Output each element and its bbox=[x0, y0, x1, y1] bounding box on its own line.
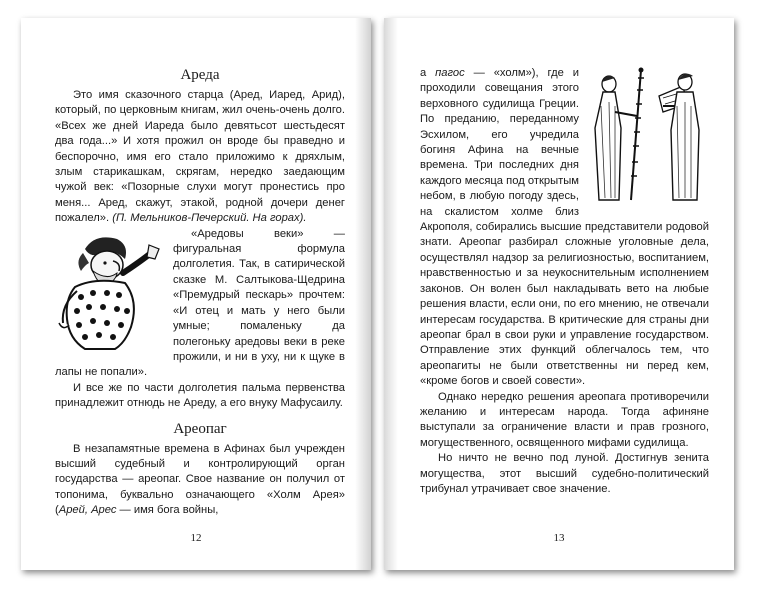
page-number: 12 bbox=[190, 532, 202, 544]
paragraph: Это имя сказочного старца (Аред, Иаред, Арид), который, по церковным книгам, жил очень-очень долго. «Всех же дней Иареда было девятьсот шестьдесят два года...» И хотя прожил он вроде бы праведно и беспорочно, имя его стало приложимо к дряхлым, злым старикашкам, скрягам, нередко заедающим чужой век: «Позорные слухи могут пронестись про меня... Аред, скажут, этакой, родной дочери денег пожалел». (П. Мельников-Печерский. На горах). bbox=[55, 89, 345, 225]
paragraph: а пагос — «холм»), где и проходили совещания этого верховного судилища Греции. По преданию, переданному Эсхилом, его учредила богиня Афина на вечные времена. Три последних дня каждого месяца под открытым небом, в любую погоду здесь, на скалистом холме близ Акрополя, собирались высшие представители родовой знати. Ареопаг разбирал сложные уголовные дела, осуществлял надзор за религиозностью, воспитанием, нравственностью и за неукоснительным исполнением законов. Он волен был накладывать вето на любые решения власти, если они, по его мнению, не отвечали интересам государства. В критические для страны дни ареопаг брал в свои руки и управление государством. Отправление этих функций облегчалось тем, что ареопагиты не были ответственны ни перед кем, «кроме богов и своей совести». bbox=[420, 67, 709, 388]
heading-ared: Ареда bbox=[180, 67, 220, 83]
greek-figures-illustration bbox=[585, 66, 709, 206]
paragraph: Но ничто не вечно под луной. Достигнув зенита могущества, этот высший судебно-политический трибунал утрачивает свое значение. bbox=[420, 452, 709, 495]
page-number: 13 bbox=[553, 532, 565, 544]
paragraph: И все же по части долголетия пальма первенства принадлежит отнюдь не Ареду, а его внуку Мафусаилу. bbox=[55, 381, 345, 410]
left-page-text bbox=[55, 66, 345, 519]
paragraph: Однако нередко решения ареопага противоречили желанию и интересам народа. Тогда афиняне выступали за ограничение власти и прав грозного, могущественного, освященного мифами судилища. bbox=[420, 390, 709, 449]
heading-areopag: Ареопаг bbox=[173, 420, 227, 437]
paragraph: В незапамятные времена в Афинах был учрежден высший судебный и контролирующий орган государства — ареопаг. Свое название он получил от топонима, буквально означающего «Холм Арея» (Арей, Арес — имя бога войны, bbox=[55, 442, 345, 517]
right-page bbox=[384, 18, 734, 570]
left-page bbox=[21, 18, 371, 570]
paragraph: «Аредовы веки» — фигуральная формула долголетия. Так, в сатирической сказке М. Салтыкова-Щедрина «Премудрый пескарь» прочтем: «И отец и мать у него были умные; помаленьку да полегоньку аредовы веки в реке прожили, и ни в уху, ни к щуке в лапы не попали». bbox=[55, 227, 345, 379]
right-page-text bbox=[420, 66, 709, 497]
old-man-illustration bbox=[55, 231, 163, 353]
